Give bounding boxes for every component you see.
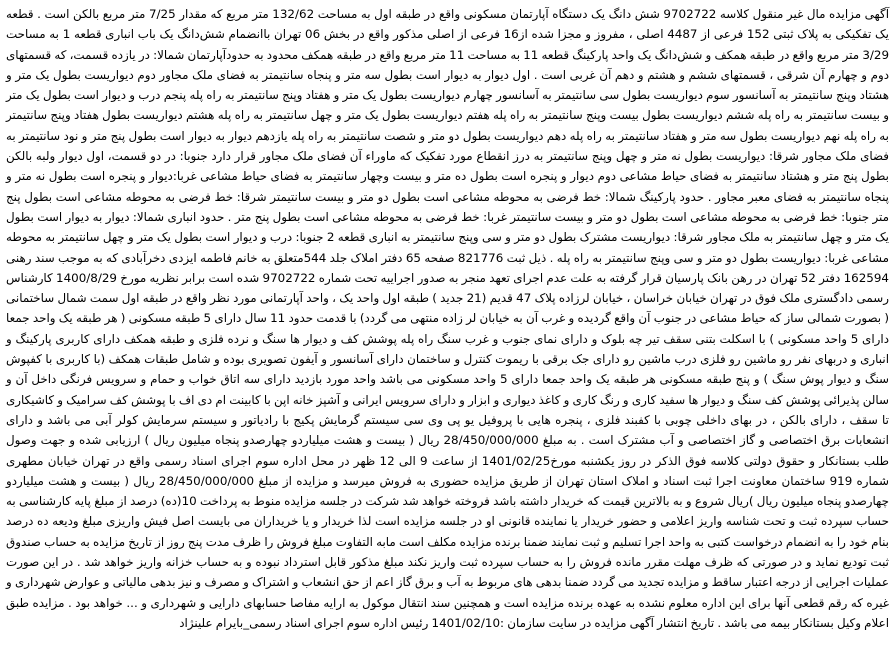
- auction-notice-text: آگهی مزایده مال غیر منقول کلاسه 9702722 شش دانگ یک دستگاه آپارتمان مسکونی واقع در طبقه اول به مساحت 132/62 متر مربع که مقدار 7/25 متر مربع بالکن است . قطعه یک تفکیکی به پلاک ثبتی 152 فرعی از 4487 اصلی ، مفروز و مجزا شده از16 فرعی از اصلی مذکور واقع در بخش 06 تهران باانضمام شش‌دانگ یک باب انباری قطعه 1 به مساحت 3/29 متر مربع واقع در طبقه همکف و شش‌دانگ یک واحد پارکینگ قطعه 11 به مساحت 11 متر مربع واقع در طبقه همکف محدود به حدودآپارتمان شمالا: در یازده قسمت، که قسمتهای دوم و چهارم آن شرقی ، قسمتهای ششم و هشتم و دهم آن غربی است . اول دیوار به دیوار است بطول سه متر و پنجاه سانتیمتر به فضای ملک مجاور دوم دیواریست بطول یک متر و هشتاد وپنج سانتیمتر به آسانسور سوم دیواریست بطول سی سانتیمتر به آسانسور چهارم دیواریست بطول یک متر و هفتاد وپنج سانتیمتر به راه پله پنجم درب و دیوار است بطول یک متر و بیست سانتیمتر به راه پله ششم دیواریست بطول بیست وپنج سانتیمتر به راه پله هفتم دیواریست بطول یک متر و چهل سانتیمتر به راه پله هشتم دیواریست بطول هفتاد وپنج سانتیمتر به راه پله نهم دیواریست بطول سه متر و هفتاد سانتیمتر به راه پله دهم دیواریست بطول دو متر و شصت سانتیمتر به راه پله یازدهم دیوار به دیوار است بطول پنج متر و نود سانتیمتر به فضای ملک مجاور شرقا: دیواریست بطول نه متر و چهل وپنج سانتیمتر به درز انقطاع مورد تفکیک که ماوراء آن فضای ملک مجاور قرار دارد جنوبا: در دو قسمت، اول دیوار ولبه بالکن بطول پنج متر و هشتاد سانتیمتر به فضای حیاط مشاعی دوم دیوار و پنجره است بطول ده متر و بیست وچهار سانتیمتر به فضای حیاط مشاعی غربا:دیوار و پنجره است بطول نه متر و پنجاه سانتیمتر به فضای معبر مجاور . حدود پارکینگ شمالا: خط فرضی به محوطه مشاعی است بطول دو متر و بیست سانتیمتر شرقا: خط فرضی به محوطه مشاعی است بطول پنج متر جنوبا: خط فرضی به محوطه مشاعی است بطول دو متر و بیست سانتیمتر غربا: خط فرضی به محوطه مشاعی است بطول پنج متر . حدود انباری شمالا: دیوار به دیوار است بطول یک متر و چهل سانتیمتر به ملک مجاور شرقا: دیواریست مشترک بطول دو متر و سی وپنج سانتیمتر به انباری قطعه 2 جنوبا: درب و دیوار است بطول یک متر و چهل سانتیمتر به محوطه مشاعی غربا: دیواریست بطول دو متر و سی وپنج سانتیمتر به راه پله . ذیل ثبت 821776 صفحه 65 دفتر املاک جلد 544متعلق به خانم فاطمه ایزدی دخرآبادی که به موجب سند رهنی 162594 دفتر 52 تهران در رهن بانک پارسیان قرار گرفته به علت عدم اجرای تعهد منجر به صدور اجراییه تحت شماره 9702722 شده است برابر نظریه مورخ 1400/8/29 کارشناس رسمی دادگستری ملک فوق در تهران خیابان خراسان ، خیابان لرزاده پلاک 47 قدیم (21 جدید ) طبقه اول واحد یک ، واحد آپارتمانی مورد نظر واقع در طبقه اول سمت شمال ساختمانی ( بصورت شمالی ساز که حیاط مشاعی در جنوب آن واقع گردیده و غرب آن به خیابان لر زاده منتهی می گردد) با قدمت حدود 11 سال دارای 5 طبقه مسکونی ( هر طبقه یک واحد جمعا دارای 5 واحد مسکونی ) با اسکلت بتنی سقف تیر چه بلوک و دارای نمای جنوب و غرب سنگ راه پله پوشش کف و دیوار ها سنگ و نرده فلزی و طبقه همکف دارای کاربری پارکینگ و انباری و دربهای نفر رو ماشین رو فلزی درب ماشین رو دارای جک برقی با ریموت کنترل و ساختمان دارای آسانسور و آیفون تصویری بوده و شامل طبقات همکف (با کاربری با کفپوش سنگ و دیوار پوش سنگ ) و پنج طبقه مسکونی هر طبقه یک واحد جمعا دارای 5 واحد مسکونی می باشد واحد مورد بازدید دارای سه اتاق خواب و حمام و سرویس فرنگی داخل آن و سالن پذیرائی پوشش کف سنگ و دیوار ها سفید کاری و رنگ کاری و کاغذ دیواری و ابزار و دارای سرویس ایرانی و آشپز خانه اپن با کابینت ام دی اف با پوشش کف سرامیک و کاشیکاری تا سقف ، دارای بالکن ، در بهای داخلی چوبی با کفبند فلزی ، پنجره هایی با پروفیل یو پی وی سی سیستم گرمایش پکیج با رادیاتور و سیستم سرمایش کولر آبی می باشد و دارای انشعابات برق اختصاصی و گاز اختصاصی و آب مشترک است . به مبلغ 28/450/000/000 ریال ( بیست و هشت میلیاردو چهارصدو پنجاه میلیون ریال ) ارزیابی شده و جهت وصول طلب بستانکار و حقوق دولتی کلاسه فوق الذکر در روز یکشنبه مورخ1401/02/25 از ساعت 9 الی 12 ظهر در محل اداره سوم اجرای اسناد رسمی واقع در تهران خیابان مطهری شماره 919 ساختمان معاونت اجرا ثبت اسناد و املاک استان تهران از طریق مزایده حضوری به فروش میرسد و مزایده از مبلغ 28/450/000/000 ریال ( بیست و هشت میلیاردو چهارصدو پنجاه میلیون ریال )ریال شروع و به بالاترین قیمت که خریدار داشته باشد فروخته خواهد شد شرکت در جلسه مزایده منوط به پرداخت 10(ده) درصد از مبلغ پایه کارشناسی به حساب سپرده ثبت و تحت شناسه واریز اعلامی و حضور خریدار یا نماینده قانونی او در جلسه مزایده است لذا خریدار و یا خریداران می بایست اصل فیش واریزی مبلغ ودیعه ده درصد بنام خود را به انضمام درخواست کتبی به واحد اجرا تسلیم و ثبت نمایند ضمنا برنده مزایده مکلف است مابه التفاوت مبلغ فروش را ظرف مدت پنج روز از تاریخ مزایده به حساب صندوق ثبت تودیع نماید و در صورتی که ظرف مهلت مقرر مانده فروش را به حساب سپرده ثبت واریز نکند مبلغ مذکور قابل استرداد نبوده و به حساب خزانه واریز خواهد شد . در این صورت عملیات اجرایی از درجه اعتبار ساقط و مزایده تجدید می گردد ضمنا بدهی های مربوط به آب و برق گاز اعم از حق انشعاب و اشتراک و مصرف و نیز بدهی مالیاتی و عوارض شهرداری و غیره که رقم قطعی آنها برای این اداره معلوم نشده به عهده برنده مزایده است و همچنین سند انتقال موکول به ارایه مفاصا حسابهای دارایی و شهرداری و ... خواهد بود . مزایده طبق اعلام وکیل بستانکار بیمه می باشد . تاریخ انتشار آگهی مزایده در سایت سازمان :1401/02/10 رئیس اداره سوم اجرای اسناد رسمی_بایرام علینژاد: [6, 7, 890, 630]
